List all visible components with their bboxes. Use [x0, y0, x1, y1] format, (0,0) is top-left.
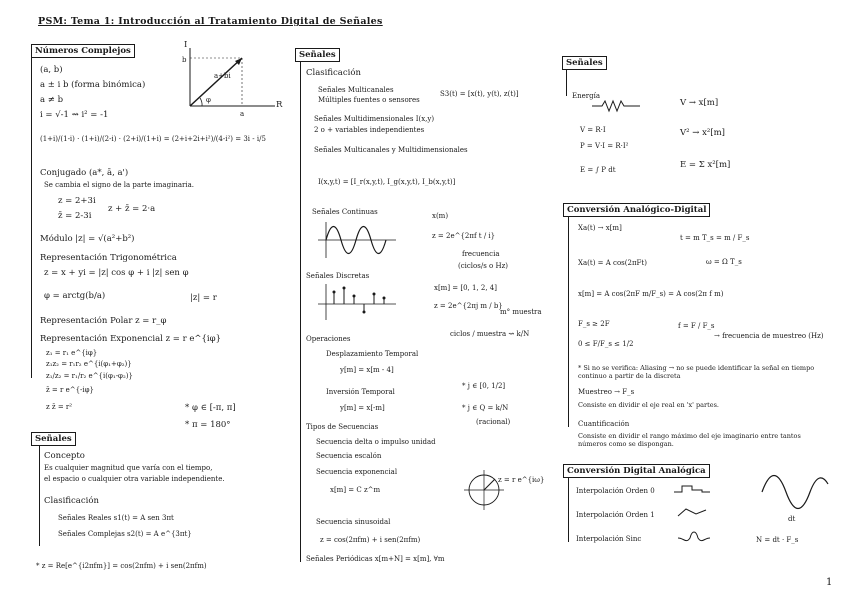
- label-b: b: [182, 56, 187, 64]
- page-title: PSM: Tema 1: Introducción al Tratamiento Digital de Señales: [38, 16, 383, 27]
- text-line: Señales Multicanales: [318, 86, 394, 94]
- text-line: (racional): [476, 418, 511, 426]
- zoh-icon: [672, 482, 712, 496]
- text-line: Módulo |z| = √(a²+b²): [40, 234, 135, 244]
- text-line: y[m] = x[-m]: [340, 404, 385, 412]
- text-line: Señales Periódicas x[m+N] = x[m], ∀m: [306, 555, 445, 563]
- text-line: t = m T_s = m / F_s: [680, 234, 750, 242]
- conv-da-bracket: [568, 478, 569, 542]
- conv-ad-bracket: [568, 217, 569, 427]
- text-line: V = R·I: [580, 126, 606, 134]
- text-line: el espacio o cualquier otra variable independiente.: [44, 475, 225, 483]
- text-line: S3(t) = [x(t), y(t), z(t)]: [440, 90, 519, 98]
- text-line: Secuencia escalón: [316, 452, 382, 460]
- axis-r-label: R: [276, 100, 283, 110]
- conv-ad-heading: Conversión Analógico-Digital: [563, 203, 710, 217]
- text-line: F_s ≥ 2F: [578, 320, 610, 328]
- text-line: x[m] = A cos(2πF m/F_s) = A cos(2π f m): [578, 290, 724, 298]
- sine-wave-plot: [760, 470, 830, 514]
- senales-bracket-col1: [39, 446, 40, 546]
- text-line: Señales Complejas s2(t) = A e^{3πt}: [58, 530, 192, 538]
- text-line: Desplazamiento Temporal: [326, 350, 419, 358]
- linear-interp-icon: [676, 506, 710, 520]
- text-line: Señales Multidimensionales I(x,y): [314, 115, 435, 123]
- text-line: Señales Reales s1(t) = A sen 3πt: [58, 514, 174, 522]
- text-line: frecuencia: [462, 250, 500, 258]
- text-line: * j ∈ [0, 1/2]: [462, 382, 506, 390]
- discrete-signal-plot: [318, 282, 398, 322]
- text-line: Interpolación Orden 1: [576, 511, 655, 519]
- text-line: Interpolación Orden 0: [576, 487, 655, 495]
- col1-bracket: [31, 58, 32, 378]
- label-a: a: [240, 110, 245, 118]
- resistor-icon: [592, 98, 642, 114]
- senales-heading-col2: Señales: [295, 48, 340, 62]
- text-line: Tipos de Secuencias: [306, 423, 379, 431]
- text-line: Secuencia exponencial: [316, 468, 398, 476]
- unit-circle-diagram: [462, 468, 506, 512]
- text-line: V → x[m]: [680, 98, 719, 108]
- label-z: a+bi: [214, 72, 231, 80]
- text-line: * z = Re[e^{i2πfm}] = cos(2πfm) + i sen(2πfm): [36, 562, 207, 570]
- col2-bracket: [300, 62, 301, 562]
- text-line: Operaciones: [306, 335, 351, 343]
- text-line: 2 o + variables independientes: [314, 126, 425, 134]
- text-line: z = x + yi = |z| cos φ + i |z| sen φ: [44, 268, 189, 278]
- text-line: Xa(t) → x[m]: [578, 224, 622, 232]
- text-line: Se cambia el signo de la parte imaginaria.: [44, 181, 194, 189]
- text-line: ω = Ω T_s: [706, 258, 742, 266]
- text-line: Clasificación: [44, 496, 99, 506]
- text-line: z₁z₂ = r₁r₂ e^{i(φ₁+φ₂)}: [46, 360, 132, 368]
- energia-label: Energía: [572, 92, 600, 100]
- text-line: Interpolación Sinc: [576, 535, 642, 543]
- text-line: i = √-1 ⇝ i² = -1: [40, 110, 109, 120]
- text-line: m° muestra: [500, 308, 542, 316]
- text-line: Xa(t) = A cos(2πFt): [578, 259, 647, 267]
- text-line: * j ∈ Q = k/N: [462, 404, 509, 412]
- complex-plane-diagram: [180, 44, 283, 119]
- continuous-signal-plot: [318, 220, 398, 260]
- text-line: dt: [788, 515, 796, 523]
- text-line: Secuencia delta o impulso unidad: [316, 438, 436, 446]
- text-line: Múltiples fuentes o sensores: [318, 96, 420, 104]
- text-line: V² → x²[m]: [680, 128, 725, 138]
- text-line: (ciclos/s o Hz): [458, 262, 508, 270]
- text-line: Secuencia sinusoidal: [316, 518, 391, 526]
- text-line: x[m] = [0, 1, 2, 4]: [434, 284, 497, 292]
- text-line: z₁ = r₁ e^{iφ}: [46, 349, 98, 357]
- text-line: z = 2e^{2πj m / b}: [434, 302, 503, 310]
- text-line: Inversión Temporal: [326, 388, 395, 396]
- text-line: z̄ = r e^{-iφ}: [46, 386, 94, 394]
- senales-heading-col1: Señales: [31, 432, 76, 446]
- text-line: Representación Exponencial z = r e^{iφ}: [40, 334, 221, 344]
- text-line: (1+i)/(1-i) · (1+i)/(2-i) · (2+i)/(1+i) = (2+i+2i+i²)/(4-i²) = 3i - i/5: [40, 135, 266, 143]
- text-line: * π = 180°: [185, 420, 231, 430]
- text-line: E = Σ x²[m]: [680, 160, 731, 170]
- text-line: a ± i b (forma binómica): [40, 80, 146, 90]
- text-line: Representación Trigonométrica: [40, 253, 177, 263]
- text-line: P = V·I = R·I²: [580, 142, 629, 150]
- text-line: φ = arctg(b/a): [44, 291, 106, 301]
- text-line: z = r e^{iω}: [498, 476, 545, 484]
- text-line: x(m): [432, 212, 449, 220]
- text-line: Señales Continuas: [312, 208, 378, 216]
- text-line: y[m] = x[m - 4]: [340, 366, 394, 374]
- text-line: (a, b): [40, 65, 63, 75]
- text-line: z + z̄ = 2·a: [108, 204, 156, 214]
- text-line: Cuantificación: [578, 420, 630, 428]
- sinc-icon: [676, 528, 712, 548]
- col3-bracket: [566, 70, 567, 96]
- text-line: x[m] = C z^m: [330, 486, 381, 494]
- conv-da-heading: Conversión Digital Analógica: [563, 464, 710, 478]
- text-line: Consiste en dividir el eje real en 'x' partes.: [578, 401, 720, 409]
- text-line: I(x,y,t) = [I_r(x,y,t), I_g(x,y,t), I_b(x,y,t)]: [318, 178, 456, 186]
- text-line: 0 ≤ F/F_s ≤ 1/2: [578, 340, 634, 348]
- text-line: z z̄ = r²: [46, 403, 73, 411]
- text-line: Es cualquier magnitud que varía con el tiempo,: [44, 464, 213, 472]
- text-line: z₁/z₂ = r₁/r₂ e^{i(φ₁-φ₂)}: [46, 372, 133, 380]
- text-line: f = F / F_s: [678, 322, 715, 330]
- text-line: z = 2e^{2πf t / i}: [432, 232, 496, 240]
- numeros-complejos-heading: Números Complejos: [31, 44, 135, 58]
- text-line: z = cos(2πfm) + i sen(2πfm): [320, 536, 421, 544]
- text-line: Concepto: [44, 451, 85, 461]
- text-line: Representación Polar z = r_φ: [40, 316, 167, 326]
- text-line: Señales Multicanales y Multidimensionales: [314, 146, 468, 154]
- text-line: → frecuencia de muestreo (Hz): [714, 332, 824, 340]
- text-line: a ≠ b: [40, 95, 64, 105]
- page-number: 1: [826, 577, 833, 588]
- text-line: ciclos / muestra ⇝ k/N: [450, 330, 530, 338]
- text-line: Clasificación: [306, 68, 361, 78]
- senales-heading-col3: Señales: [562, 56, 607, 70]
- label-phi: φ: [206, 96, 211, 104]
- text-line: N = dt · F_s: [756, 536, 799, 544]
- text-line: Señales Discretas: [306, 272, 370, 280]
- text-line: Muestreo → F_s: [578, 388, 635, 396]
- text-line: * φ ∈ [-π, π]: [185, 403, 236, 413]
- text-line: z̄ = 2-3i: [58, 211, 92, 221]
- axis-i-label: I: [184, 40, 188, 50]
- text-line: * Si no se verifica: Aliasing → no se puede identificar la señal en tiempo continuo a partir de la discreta: [578, 364, 815, 380]
- text-line: |z| = r: [190, 293, 217, 303]
- text-line: Conjugado (a*, ā, a'): [40, 168, 129, 178]
- text-line: E = ∫ P dt: [580, 166, 616, 174]
- text-line: Consiste en dividir el rango máximo del eje imaginario entre tantos números como se dispongan.: [578, 432, 801, 448]
- text-line: z = 2+3i: [58, 196, 96, 206]
